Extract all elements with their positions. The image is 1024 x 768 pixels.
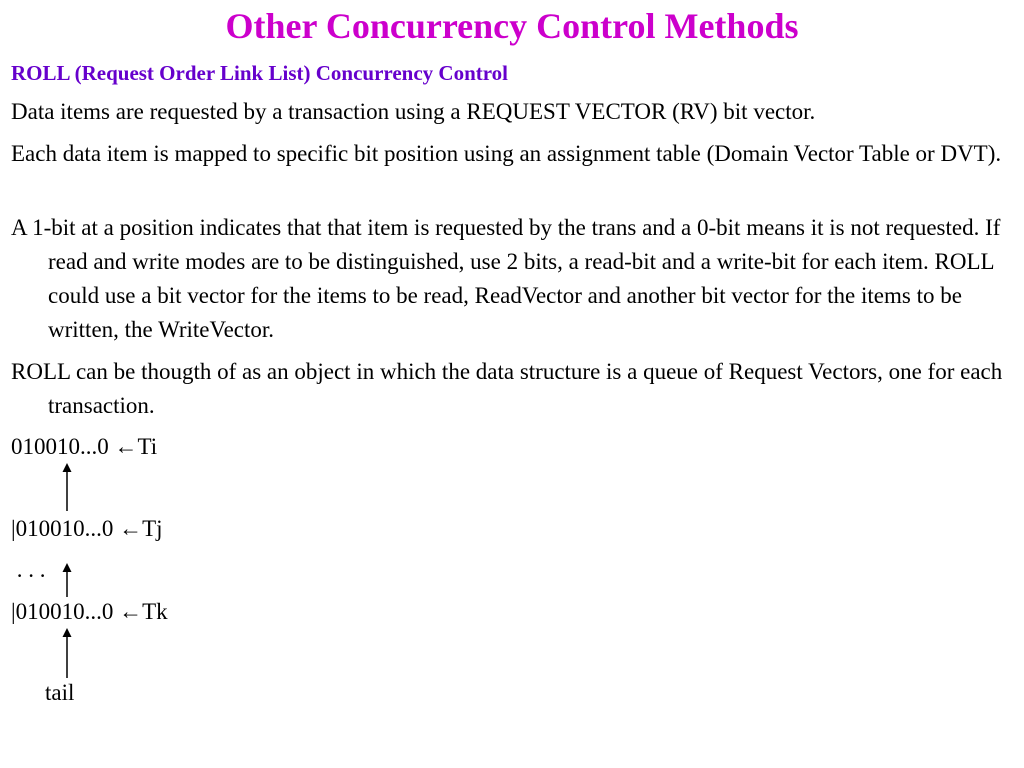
paragraph-bit-mapping: Each data item is mapped to specific bit position using an assignment table (Domain Vector Table or DVT). (11, 141, 1002, 166)
paragraph-bit-meaning: A 1-bit at a position indicates that that item is requested by the trans and a 0-bit means it is not requested. If read and write modes are to be distinguished, use 2 bits, a read-bit and a write-bit for each item. ROLL could use a bit vector for the items to be read, ReadVector and another bit vector for the items to be written, the WriteVector. (11, 215, 1001, 342)
up-arrow-icon (59, 463, 75, 511)
queue-entry-tk: |010010...0 ←Tk (11, 599, 168, 624)
queue-ellipsis: . . . (11, 557, 46, 582)
up-arrow-icon (59, 628, 75, 678)
slide-subtitle: ROLL (Request Order Link List) Concurrency Control (11, 61, 509, 85)
paragraph-request-vector: Data items are requested by a transaction using a REQUEST VECTOR (RV) bit vector. (11, 99, 816, 124)
queue-tail-label: tail (45, 680, 75, 705)
paragraph-roll-object: ROLL can be thougth of as an object in which the data structure is a queue of Request Vectors, one for each transaction. (11, 359, 1003, 418)
queue-entry-ti: 010010...0 ←Ti (11, 434, 158, 459)
queue-entry-tj: |010010...0 ←Tj (11, 516, 163, 541)
slide-title: Other Concurrency Control Methods (225, 6, 799, 46)
up-arrow-icon (59, 563, 75, 597)
